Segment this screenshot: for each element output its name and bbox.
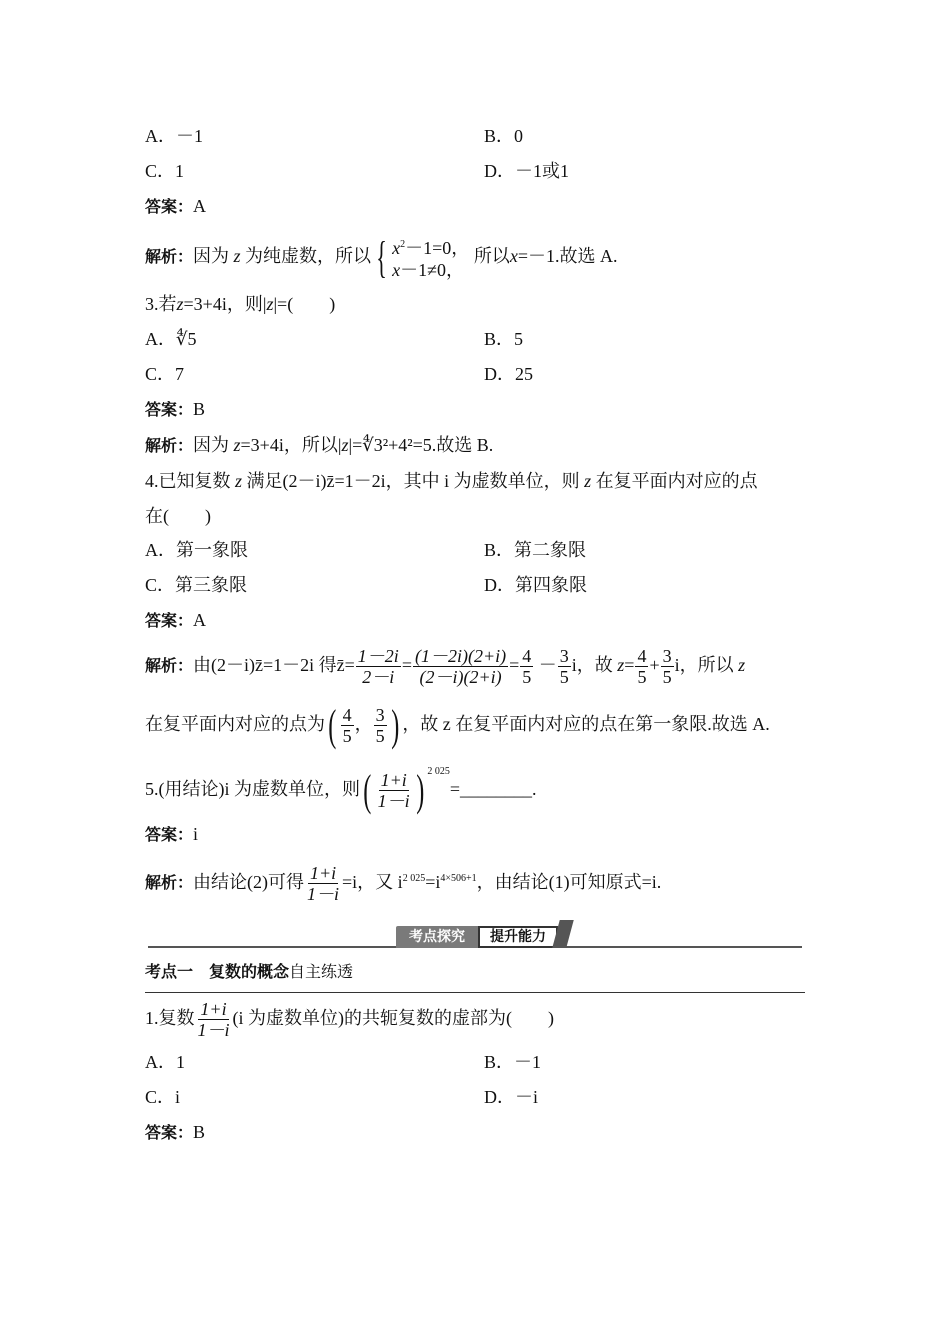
q4-option-d: D．第四象限 (484, 575, 587, 595)
q3-stem_z: z (176, 294, 184, 314)
fraction (341, 705, 354, 746)
q3-explanation (145, 433, 493, 458)
q1-ans: B (193, 1122, 206, 1142)
fraction (356, 646, 401, 687)
q4-p1n: 4 (342, 705, 352, 726)
q4-stem1_b: 满足(2－i)z̄=1－2i，其中 i 为虚数单位，则 (246, 471, 580, 491)
q3-stem (145, 292, 335, 316)
q4-f3n: 4 (522, 646, 532, 667)
q3-stem_z2: z (266, 294, 274, 314)
banner-flag-icon (552, 920, 574, 948)
q4-option-b: B．第二象限 (484, 540, 587, 560)
q4-stem1_c: 在复平面内对应的点 (595, 471, 758, 491)
section-sub: 自主练透 (289, 964, 354, 981)
q4-p1d: 5 (342, 726, 352, 747)
q4-ans_label: 答案： (145, 611, 194, 630)
q5-exp_d: ，由结论(1)可知原式=i. (476, 872, 662, 892)
left-paren-icon: ( (363, 765, 372, 815)
section-banner (148, 924, 802, 950)
q5-sup1: 2 025 (402, 873, 426, 884)
q3-option-a: A．∜5 (145, 329, 197, 349)
q4-answer (145, 608, 206, 633)
q4-exp_label: 解析： (145, 656, 194, 675)
brace-icon: { (376, 232, 387, 282)
q3-exp_c: |=∜3²+4²=5.故选 B. (348, 435, 494, 455)
q4-stem-line1 (145, 469, 758, 493)
q2-sys2c: －1≠0， (400, 260, 465, 281)
q2-answer (145, 194, 206, 219)
q4-stem1_z: z (235, 471, 243, 491)
q2-sys2: x (392, 260, 401, 281)
q5-efn: 1+i (309, 863, 337, 884)
q2-sys1: x (392, 238, 401, 259)
q4-f1d: 2－i (362, 667, 395, 688)
q4-f5n: 4 (637, 646, 647, 667)
right-paren-icon: ) (415, 765, 425, 815)
fraction (374, 705, 387, 746)
fraction (558, 646, 571, 687)
q1-option-d: D．－i (484, 1087, 538, 1107)
q4-explanation-line1 (145, 642, 745, 689)
q5-answer (145, 822, 198, 847)
q1-option-a: A．1 (145, 1052, 185, 1072)
q5-exp_b: =i，又 i (342, 872, 403, 892)
q4-p2d: 5 (375, 726, 385, 747)
fraction (196, 999, 232, 1040)
q4-stem1_z2: z (584, 471, 592, 491)
q4-f2n: (1－2i)(2+i) (414, 646, 507, 667)
q5-stem (145, 762, 536, 813)
q4-ans: A (193, 610, 207, 630)
q1-stem_b: (i 为虚数单位)的共轭复数的虚部为( ) (232, 1008, 554, 1028)
q2-option-d: D．－1或1 (484, 161, 569, 181)
q4-eq2: = (509, 655, 520, 675)
q4-f4d: 5 (559, 667, 569, 688)
q5-sup2: 4×506+1 (440, 873, 477, 884)
left-paren-icon: ( (328, 700, 337, 750)
q2-option-a: A．－1 (145, 126, 203, 146)
q4-option-a: A．第一象限 (145, 540, 248, 560)
q2-exp_post_b: x (509, 246, 518, 266)
q3-option-d: D．25 (484, 364, 533, 384)
fraction (520, 646, 533, 687)
q4-option-c: C．第三象限 (145, 575, 248, 595)
q2-exp_pre: 因为 (193, 246, 230, 266)
section-rule (145, 992, 805, 993)
fraction (413, 646, 508, 687)
q4-f6d: 5 (662, 667, 672, 688)
q5-exp_a: 由结论(2)可得 (193, 872, 305, 892)
q3-ans: B (193, 399, 206, 419)
fraction (376, 770, 412, 811)
q1-fn: 1+i (200, 999, 227, 1020)
q1-fd: 1－i (197, 1020, 230, 1041)
equation-system (392, 234, 469, 281)
q5-fn: 1+i (380, 770, 407, 791)
banner-left-tab: 考点探究 (396, 926, 478, 948)
q1-stem_a: 1.复数 (145, 1008, 195, 1028)
q4-exp_z2: z (738, 655, 746, 675)
q2-z: z (233, 246, 241, 266)
q3-stem_a: 3.若 (145, 294, 177, 314)
fraction (305, 863, 341, 904)
q4-f5d: 5 (637, 667, 647, 688)
q2-explanation (145, 232, 617, 281)
q5-stem_b: =________. (449, 779, 537, 799)
q5-exp: 2 025 (427, 766, 450, 777)
answer-label: 答案： (145, 197, 194, 216)
q2-exp_mid: 为纯虚数，所以 (245, 246, 372, 266)
q5-ans_label: 答案： (145, 825, 194, 844)
q5-fd: 1－i (377, 791, 410, 812)
q4-exp_a: 由(2－i)z̄=1－2i 得z̄= (193, 655, 355, 675)
q4-line2_a: 在复平面内对应的点为 (145, 714, 325, 734)
q4-plus: + (649, 655, 660, 675)
q4-f3d: 5 (522, 667, 532, 688)
q3-option-b: B．5 (484, 329, 524, 349)
q3-stem_b: =3+4i，则| (183, 294, 267, 314)
q3-ans_label: 答案： (145, 400, 194, 419)
q5-efd: 1－i (307, 884, 340, 905)
fraction (661, 646, 674, 687)
q4-line2_b: ，故 z 在复平面内对应的点在第一象限.故选 A. (402, 714, 770, 734)
q4-stem1_a: 4.已知复数 (145, 471, 231, 491)
q1-stem (145, 996, 554, 1040)
q3-option-c: C．7 (145, 364, 185, 384)
q4-explanation-line2 (145, 700, 770, 748)
right-paren-icon: ) (390, 700, 400, 750)
q4-stem-line2: 在( ) (145, 506, 211, 526)
q1-ans_label: 答案： (145, 1123, 194, 1142)
q4-eq1: = (401, 655, 412, 675)
q5-exp_label: 解析： (145, 873, 194, 892)
explanation-label: 解析： (145, 247, 194, 266)
q4-f4n: 3 (559, 646, 569, 667)
q4-f2d: (2－i)(2+i) (419, 667, 502, 688)
q2-sys1c: －1=0， (405, 238, 470, 259)
q3-exp_b: =3+4i，所以| (240, 435, 342, 455)
q4-exp_b: i，故 (571, 655, 613, 675)
q4-exp_c: i，所以 (674, 655, 734, 675)
q2-option-c: C．1 (145, 161, 185, 181)
q1-option-b: B．－1 (484, 1052, 542, 1072)
q2-exp_post_a: 所以 (473, 246, 510, 266)
banner-tabs (396, 926, 566, 948)
q4-exp_z: z (617, 655, 625, 675)
q5-stem_a: 5.(用结论)i 为虚数单位，则 (145, 779, 360, 799)
q4-eq3: = (624, 655, 635, 675)
banner-right-tab: 提升能力 (478, 926, 558, 948)
fraction (635, 646, 648, 687)
q2-option-b: B．0 (484, 126, 524, 146)
q4-f6n: 3 (662, 646, 672, 667)
q4-p2n: 3 (375, 705, 385, 726)
q2-ans: A (193, 196, 207, 216)
q4-comma: ， (354, 714, 373, 734)
q5-exp_c: =i (425, 872, 441, 892)
q3-exp_label: 解析： (145, 436, 194, 455)
q3-exp_a: 因为 (193, 435, 230, 455)
q4-minus: － (538, 655, 557, 675)
q4-f1n: 1－2i (357, 646, 399, 667)
q5-explanation (145, 856, 661, 906)
q2-sys1b: 2 (400, 239, 406, 251)
q1-option-c: C．i (145, 1087, 181, 1107)
q1-answer (145, 1120, 205, 1145)
q3-answer (145, 397, 205, 422)
q3-exp_z: z (233, 435, 241, 455)
q3-exp_z2: z (341, 435, 349, 455)
q2-exp_post_c: =－1.故选 A. (517, 246, 618, 266)
q5-ans: i (193, 824, 199, 844)
section-heading (145, 959, 353, 985)
q3-stem_c: |=( ) (273, 294, 336, 314)
section-title: 考点一 复数的概念 (145, 962, 290, 981)
